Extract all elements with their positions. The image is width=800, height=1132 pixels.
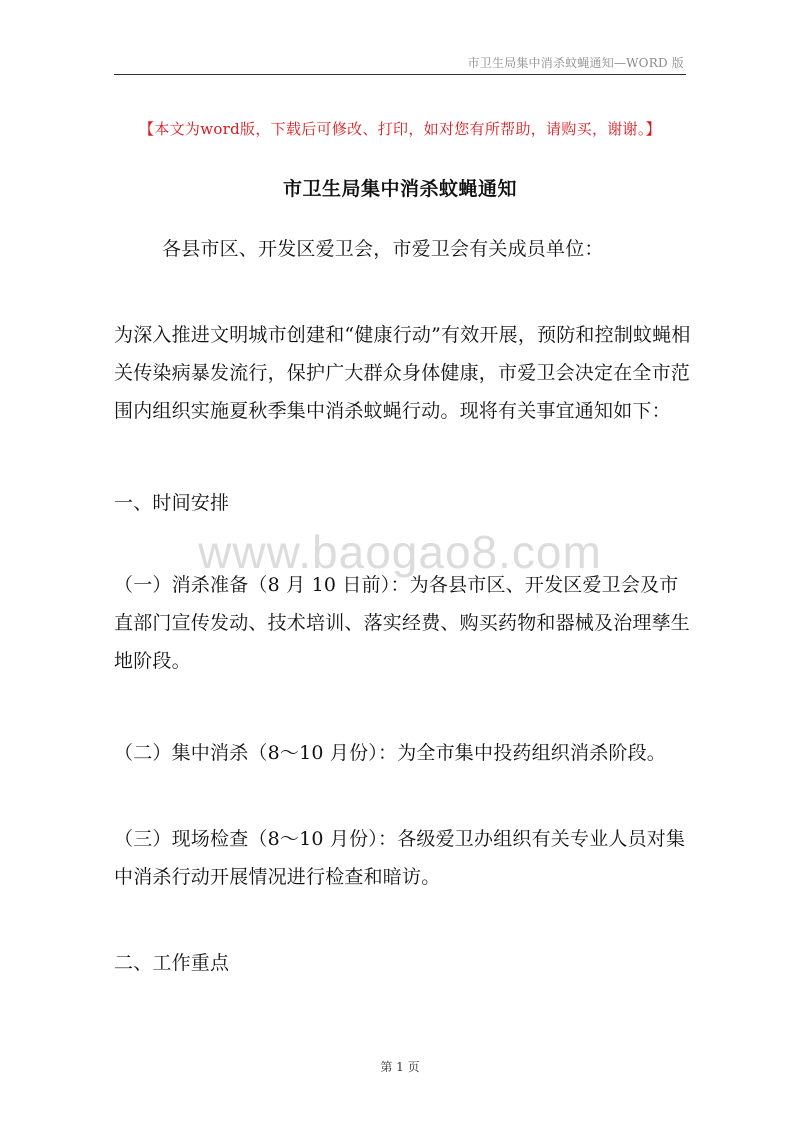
purchase-notice: 【本文为word版，下载后可修改、打印，如对您有所帮助，请购买，谢谢。】 <box>139 120 661 138</box>
section-heading-schedule: 一、时间安排 <box>114 492 230 514</box>
schedule-item-preparation: （一）消杀准备（8 月 10 日前）：为各县市区、开发区爱卫会及市直部门宣传发动、技术培训、落实经费、购买药物和器械及治理孳生地阶段。 <box>114 574 691 672</box>
page-number: 第 1 页 <box>380 1060 420 1074</box>
running-header: 市卫生局集中消杀蚊蝇通知—WORD 版 <box>467 56 684 70</box>
schedule-item-centralized: （二）集中消杀（8～10 月份）：为全市集中投药组织消杀阶段。 <box>114 742 667 764</box>
document-title: 市卫生局集中消杀蚊蝇通知 <box>282 178 517 200</box>
section-heading-priorities: 二、工作重点 <box>114 952 230 974</box>
schedule-item-inspection: （三）现场检查（8～10 月份）：各级爱卫办组织有关专业人员对集中消杀行动开展情况进行检查和暗访。 <box>114 828 686 888</box>
salutation: 各县市区、开发区爱卫会，市爱卫会有关成员单位： <box>162 238 604 260</box>
header-divider <box>114 74 686 75</box>
intro-paragraph: 为深入推进文明城市创建和“健康行动”有效开展，预防和控制蚊蝇相关传染病暴发流行，保护广大群众身体健康，市爱卫会决定在全市范围内组织实施夏秋季集中消杀蚊蝇行动。现将有关事宜通知如下： <box>114 324 691 422</box>
watermark: www.baogao8.com <box>198 526 602 578</box>
